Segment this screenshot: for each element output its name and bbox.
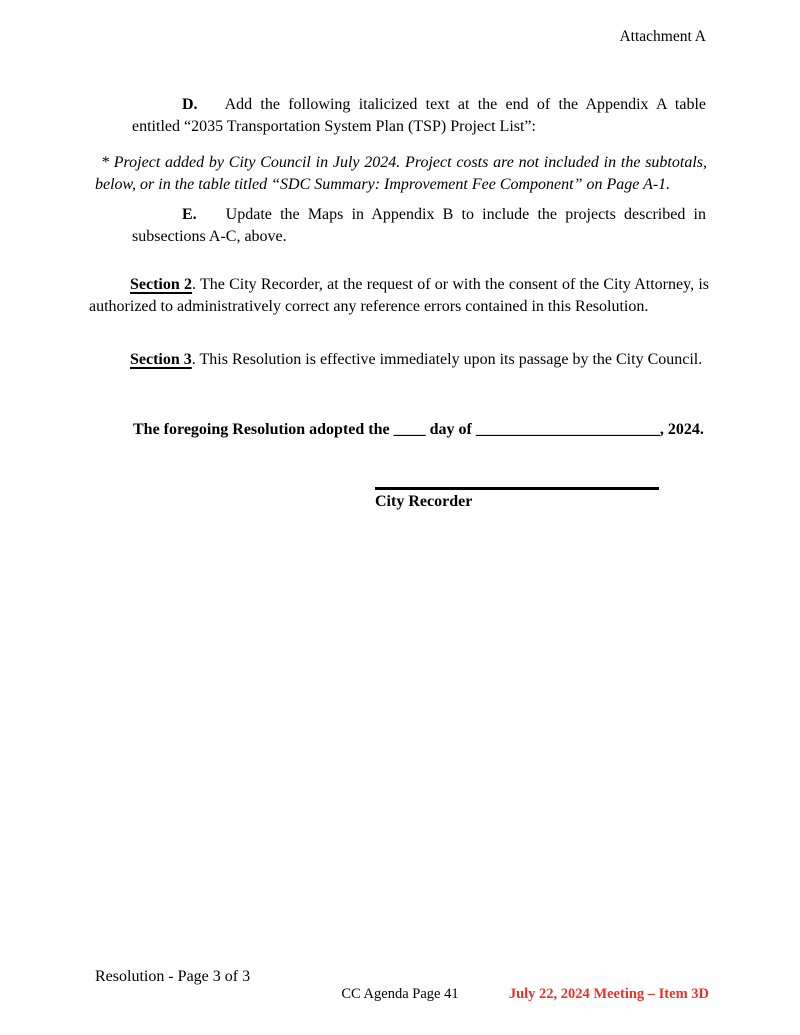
resolution-page-number: Resolution - Page 3 of 3 (95, 968, 251, 985)
adoption-fill-in-line: The foregoing Resolution adopted the ____ day of _______________________, 2024. (133, 421, 704, 438)
section-3-heading: Section 3 (130, 351, 192, 368)
section-3-text: . This Resolution is effective immediately upon its passage by the City Council. (191, 351, 703, 368)
paragraph-item-d (132, 94, 706, 138)
item-e-text: Update the Maps in Appendix B to include the projects described in subsections A-C, above. (132, 206, 706, 245)
paragraph-item-e (132, 204, 706, 248)
tab-spacer (198, 108, 225, 109)
section-2-heading: Section 2 (130, 276, 193, 293)
tab-spacer (197, 218, 226, 219)
meeting-item-stamp: July 22, 2024 Meeting – Item 3D (508, 986, 709, 1002)
cc-agenda-page-stamp: CC Agenda Page 41 (341, 986, 459, 1002)
item-d-text: Add the following italicized text at the end of the Appendix A table entitled “2035 Transportation System Plan (TSP) Project List”: (132, 96, 706, 135)
signature-label: City Recorder (375, 493, 473, 510)
item-d-letter: D. (182, 96, 198, 113)
italic-footnote: * Project added by City Council in July 2024. Project costs are not included in the subtotals, below, or in the table titled “SDC Summary: Improvement Fee Component” on Page A-1. (95, 154, 707, 193)
attachment-label: Attachment A (619, 28, 706, 45)
section-3-paragraph (89, 349, 709, 371)
signature-rule (375, 487, 659, 490)
item-e-letter: E. (182, 206, 197, 223)
section-2-text: . The City Recorder, at the request of or with the consent of the City Attorney, is authorized to administratively correct any reference errors contained in this Resolution. (89, 276, 709, 315)
section-2-paragraph (89, 274, 709, 318)
